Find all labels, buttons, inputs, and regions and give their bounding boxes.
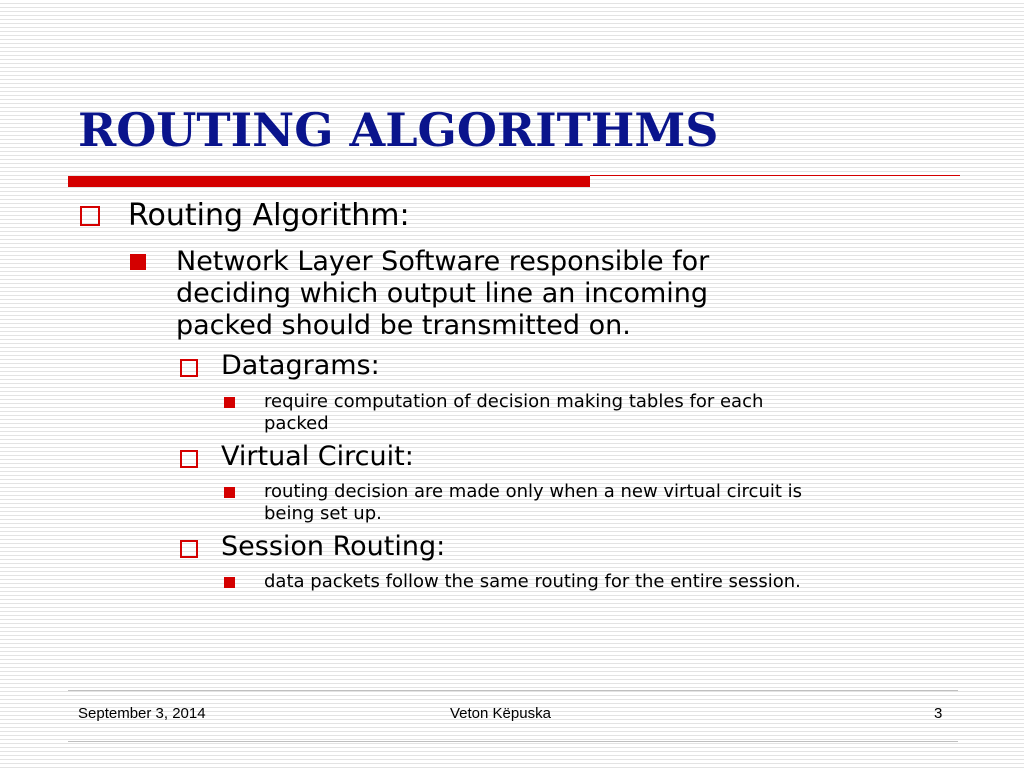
bullet-datagrams: Datagrams: bbox=[221, 350, 380, 381]
slide-title: ROUTING ALGORITHMS bbox=[78, 103, 719, 157]
datagrams-detail-line1: require computation of decision making tables for each bbox=[264, 391, 764, 412]
hollow-square-bullet-icon bbox=[180, 359, 198, 377]
filled-square-bullet-icon bbox=[224, 397, 235, 408]
title-underline-bar bbox=[68, 176, 590, 187]
bullet-network-layer-line1: Network Layer Software responsible for bbox=[176, 246, 710, 277]
bullet-virtual-circuit: Virtual Circuit: bbox=[221, 441, 414, 472]
bullet-routing-algorithm: Routing Algorithm: bbox=[128, 198, 410, 233]
filled-square-bullet-icon bbox=[130, 254, 146, 270]
footer-divider-top bbox=[68, 690, 958, 691]
footer-page-number: 3 bbox=[934, 705, 943, 722]
session-routing-detail-line1: data packets follow the same routing for the entire session. bbox=[264, 571, 801, 592]
footer-author: Veton Këpuska bbox=[450, 705, 551, 722]
filled-square-bullet-icon bbox=[224, 487, 235, 498]
title-underline-rule bbox=[590, 175, 960, 176]
hollow-square-bullet-icon bbox=[180, 540, 198, 558]
bullet-network-layer-line3: packed should be transmitted on. bbox=[176, 310, 631, 341]
virtual-circuit-detail-line1: routing decision are made only when a new virtual circuit is bbox=[264, 481, 803, 502]
virtual-circuit-detail-line2: being set up. bbox=[264, 503, 382, 524]
bullet-network-layer-line2: deciding which output line an incoming bbox=[176, 278, 709, 309]
filled-square-bullet-icon bbox=[224, 577, 235, 588]
hollow-square-bullet-icon bbox=[80, 206, 100, 226]
hollow-square-bullet-icon bbox=[180, 450, 198, 468]
footer-date: September 3, 2014 bbox=[78, 705, 206, 722]
bullet-session-routing: Session Routing: bbox=[221, 531, 446, 562]
footer-divider-bottom bbox=[68, 741, 958, 742]
datagrams-detail-line2: packed bbox=[264, 413, 329, 434]
